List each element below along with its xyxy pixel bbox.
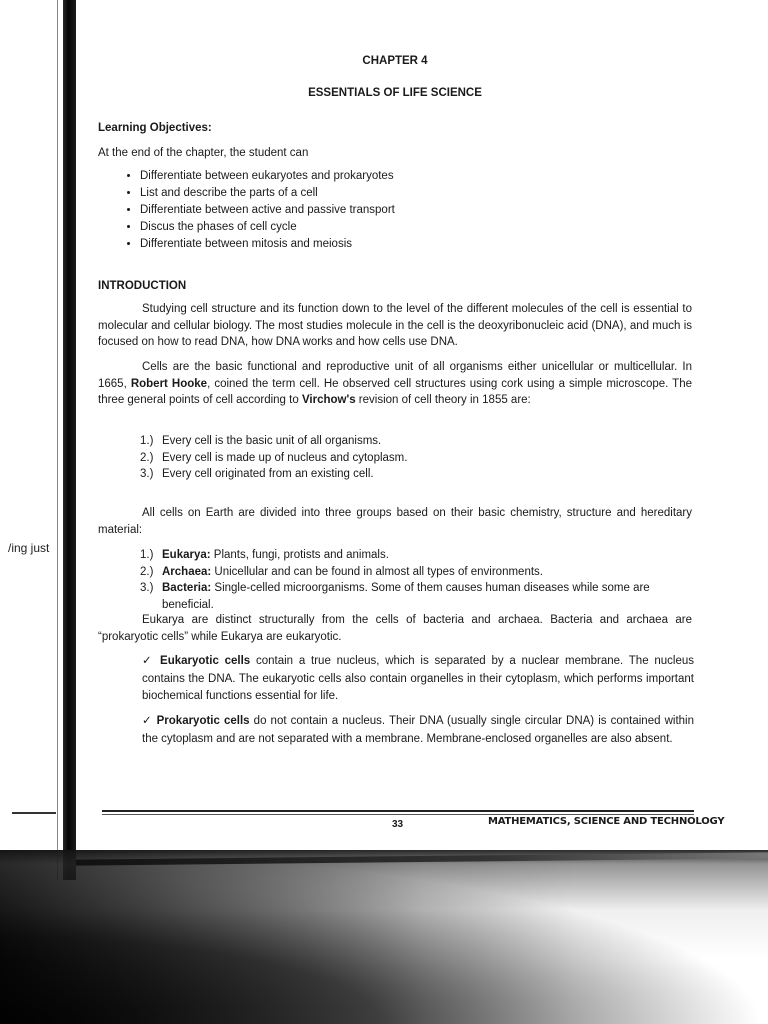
cell-theory-point: [140, 466, 696, 483]
footer-rule: [102, 810, 694, 812]
cell-group-item: [140, 580, 696, 613]
cell-theory-point: [140, 450, 696, 467]
point-number: 3.): [140, 468, 154, 480]
scanner-shadow: [0, 850, 768, 1024]
group-text: Unicellular and can be found in almost all types of environments.: [211, 565, 543, 578]
group-number: 1.): [140, 549, 154, 561]
objective-item: • Differentiate between mitosis and meiosis: [140, 236, 680, 253]
group-number: 3.): [140, 582, 154, 594]
objective-item: • Differentiate between active and passive transport: [140, 202, 680, 219]
footer-rule-secondary: [102, 814, 694, 815]
learning-objectives-heading: Learning Objectives:: [98, 122, 212, 134]
eukaryotic-paragraph: [142, 653, 694, 706]
eukaryotic-note: [142, 653, 694, 706]
objectives-intro: At the end of the chapter, the student can: [98, 147, 309, 159]
checkmark-icon: ✓: [142, 715, 153, 727]
cell-theory-point: [140, 433, 696, 450]
para2-text: Cells are the basic functional and reproductive unit of all organisms either unicellular or multicellular. In 1665,: [98, 361, 692, 390]
point-text: Every cell is made up of nucleus and cytoplasm.: [162, 451, 408, 464]
footer-book-title: MATHEMATICS, SCIENCE AND TECHNOLOGY: [488, 816, 725, 827]
objectives-list: [116, 168, 680, 253]
objective-item: • Discus the phases of cell cycle: [140, 219, 680, 236]
intro-paragraph-2: [98, 359, 692, 409]
prokaryotic-note: [142, 713, 694, 748]
robert-hooke-term: Robert Hooke: [130, 377, 208, 390]
chapter-number: CHAPTER 4: [362, 55, 428, 67]
intro-paragraph-1: Studying cell structure and its function down to the level of the different molecules of the cell is essential to molecular and cellular biology. The most studies molecule in the cell is the deoxyribonucleic acid (DNA), and much is focused on how to read DNA, how DNA works and how cells use DNA.: [98, 303, 692, 348]
point-number: 1.): [140, 435, 154, 447]
cell-theory-points: [140, 433, 696, 483]
eukaryotic-text: contain a true nucleus, which is separated by a nuclear membrane. The nucleus contains the DNA. The eukaryotic cells also contain organelles in their cytoplasm, which performs important biochemical functions essential for life.: [142, 655, 695, 702]
group-text: Single-celled microorganisms. Some of them causes human diseases while some are beneficial.: [162, 582, 650, 611]
prokaryotic-paragraph: [142, 713, 694, 748]
group-text: Plants, fungi, protists and animals.: [210, 549, 389, 561]
group-term: Eukarya:: [162, 549, 211, 561]
cell-group-item: [140, 547, 696, 564]
group-term: Bacteria:: [162, 582, 212, 594]
intro-paragraph-4: Eukarya are distinct structurally from the cells of bacteria and archaea. Bacteria and archaea are “prokaryotic cells” while Eukarya are eukaryotic.: [98, 614, 692, 643]
group-number: 2.): [140, 565, 154, 578]
book-binding-shadow: [63, 0, 76, 880]
virchow-term: Virchow's: [301, 394, 356, 406]
cell-groups-list: [140, 547, 696, 613]
checkmark-icon: ✓: [142, 655, 155, 667]
objective-item: • List and describe the parts of a cell: [140, 185, 680, 202]
prokaryotic-text: do not contain a nucleus. Their DNA (usually single circular DNA) is contained within the cytoplasm and are not separated with a membrane. Membrane-enclosed organelles are also absent.: [142, 715, 694, 745]
intro-paragraph-3: All cells on Earth are divided into three groups based on their basic chemistry, structure and hereditary material:: [98, 507, 692, 536]
objective-item: • Differentiate between eukaryotes and prokaryotes: [140, 168, 680, 185]
point-text: Every cell is the basic unit of all organisms.: [162, 435, 382, 447]
facing-page-text-snippet: /ing just: [8, 541, 50, 555]
para2-text: revision of cell theory in 1855 are:: [355, 394, 531, 406]
page-number: 33: [392, 819, 404, 830]
point-text: Every cell originated from an existing cell.: [162, 468, 374, 480]
eukaryotic-term: Eukaryotic cells: [160, 655, 251, 667]
introduction-heading: INTRODUCTION: [98, 280, 187, 292]
group-term: Archaea:: [162, 565, 212, 578]
prokaryotic-term: Prokaryotic cells: [156, 715, 250, 727]
facing-page-rule: [12, 812, 56, 814]
point-number: 2.): [140, 451, 154, 464]
facing-page-edge: [57, 0, 58, 880]
chapter-title: ESSENTIALS OF LIFE SCIENCE: [308, 87, 482, 99]
para2-text: , coined the term cell. He observed cell structures using cork using a simple microscope. The three general points of cell according to: [98, 377, 692, 406]
cell-group-item: [140, 564, 696, 581]
